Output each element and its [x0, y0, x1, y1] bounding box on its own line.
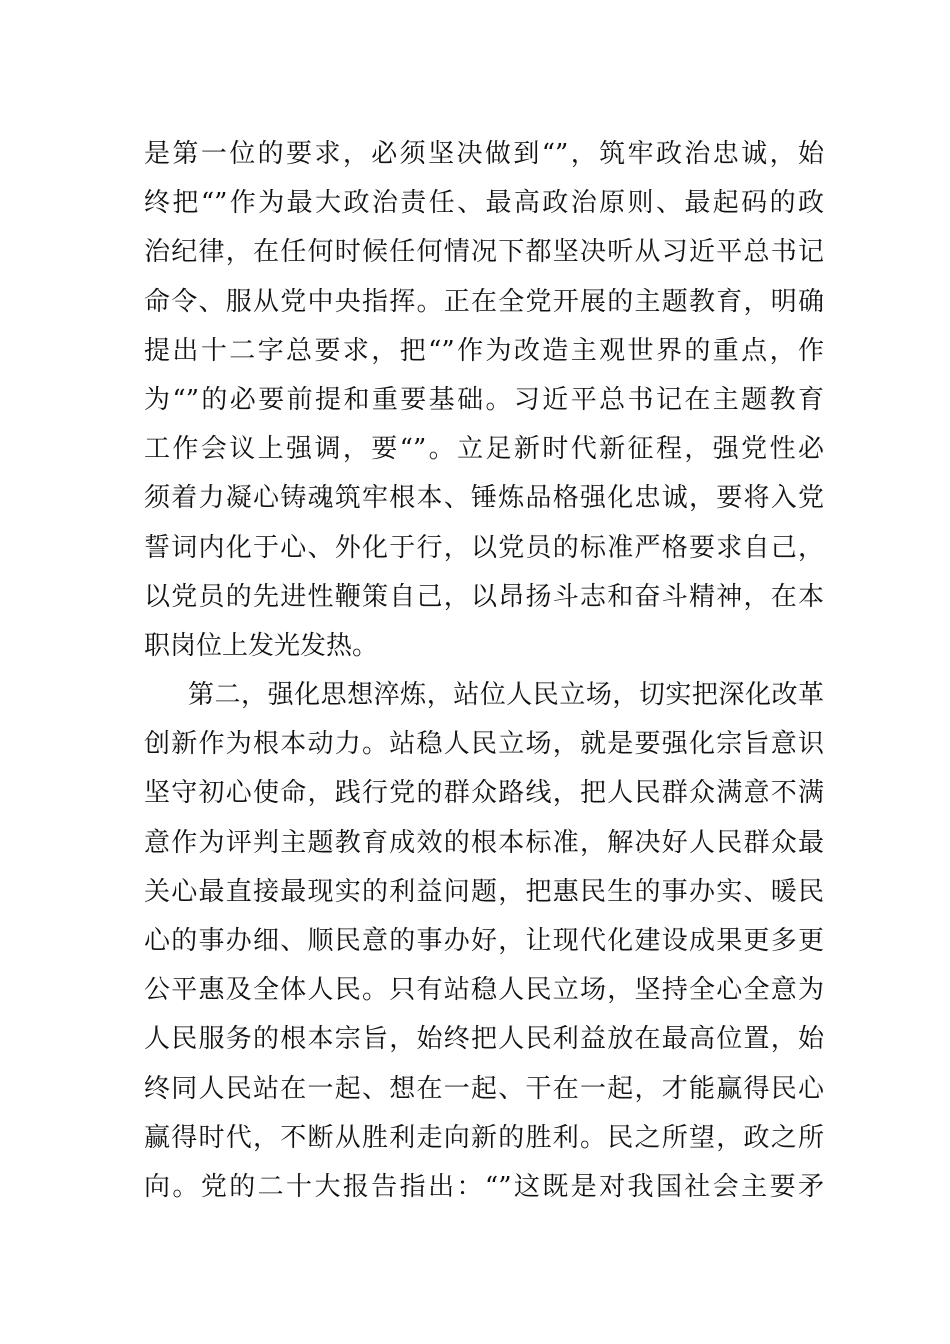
text-line: 意作为评判主题教育成效的根本标准，解决好人民群众最	[144, 827, 824, 858]
text-line: 终把“”作为最大政治责任、最高政治原则、最起码的政	[144, 188, 824, 219]
text-line: 为“”的必要前提和重要基础。习近平总书记在主题教育	[144, 384, 824, 415]
text-line: 命令、服从党中央指挥。正在全党开展的主题教育，明确	[144, 286, 824, 317]
paragraph-start-line: 第二，强化思想淬炼，站位人民立场，切实把深化改革	[188, 680, 824, 711]
text-line: 终同人民站在一起、想在一起、干在一起，才能赢得民心	[144, 1073, 824, 1104]
text-line: 坚守初心使命，践行党的群众路线，把人民群众满意不满	[144, 778, 824, 809]
text-line: 关心最直接最现实的利益问题，把惠民生的事办实、暖民	[144, 876, 824, 907]
paragraph-end-line: 职岗位上发光发热。	[144, 630, 379, 661]
body-text	[144, 130, 824, 1212]
text-line: 须着力凝心铸魂筑牢根本、锤炼品格强化忠诚，要将入党	[144, 483, 824, 514]
text-line: 创新作为根本动力。站稳人民立场，就是要强化宗旨意识	[144, 729, 824, 760]
text-line: 工作会议上强调，要“”。立足新时代新征程，强党性必	[144, 434, 824, 465]
text-line: 心的事办细、顺民意的事办好，让现代化建设成果更多更	[144, 926, 824, 956]
text-line: 公平惠及全体人民。只有站稳人民立场，坚持全心全意为	[144, 975, 824, 1006]
text-line: 是第一位的要求，必须坚决做到“”，筑牢政治忠诚，始	[144, 139, 824, 169]
text-line: 治纪律，在任何时候任何情况下都坚决听从习近平总书记	[144, 237, 824, 268]
text-line: 提出十二字总要求，把“”作为改造主观世界的重点，作	[144, 335, 824, 366]
text-line: 向。党的二十大报告指出：“”这既是对我国社会主要矛	[144, 1171, 824, 1202]
text-line: 赢得时代，不断从胜利走向新的胜利。民之所望，政之所	[144, 1122, 824, 1153]
text-line: 誓词内化于心、外化于行，以党员的标准严格要求自己，	[144, 532, 824, 563]
text-line: 以党员的先进性鞭策自己，以昂扬斗志和奋斗精神，在本	[144, 581, 824, 612]
text-line: 人民服务的根本宗旨，始终把人民利益放在最高位置，始	[144, 1024, 824, 1055]
